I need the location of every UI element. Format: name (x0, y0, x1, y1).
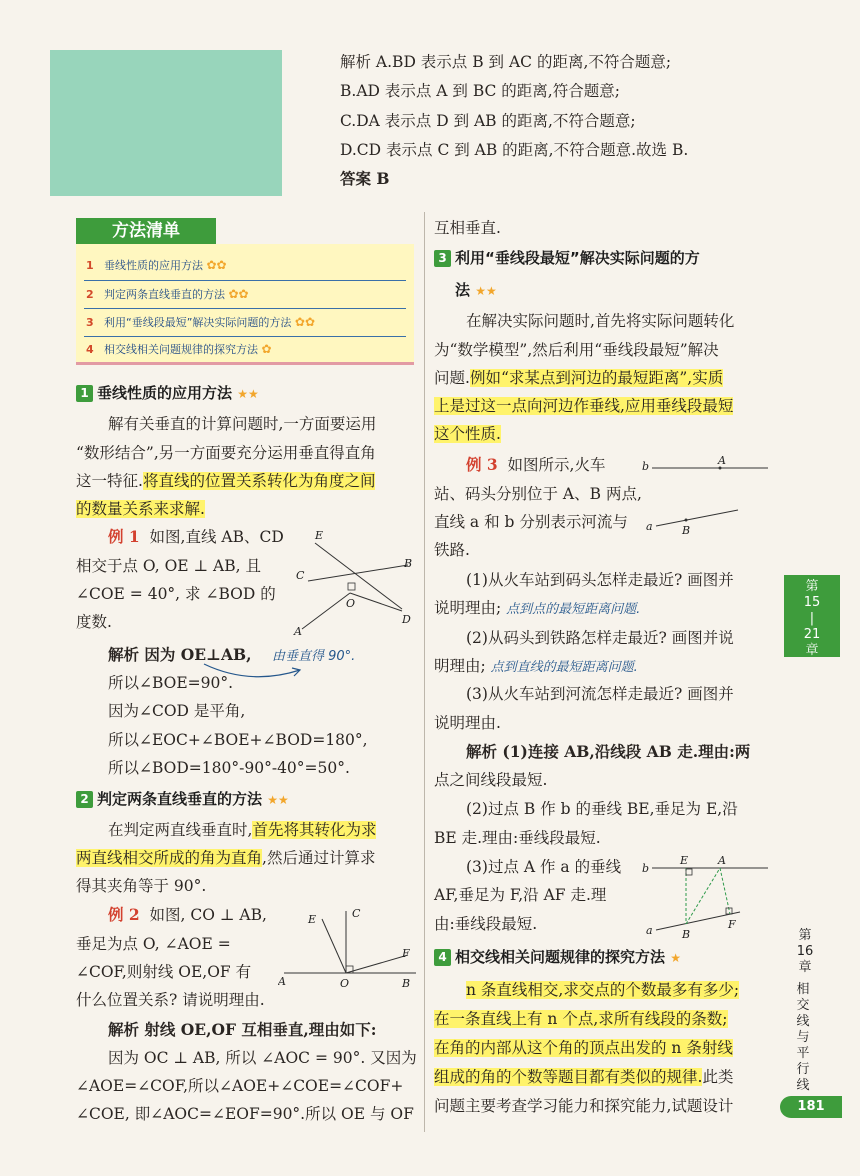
s2-ex3: ∠COF,则射线 OE,OF 有 (76, 963, 252, 981)
method-item-3: 3 利用“垂线段最短”解决实际问题的方法 ✿✿ (86, 315, 316, 329)
s1-a5: 所以∠BOD=180°-90°-40°=50°. (108, 759, 350, 777)
method-item-1: 1 垂线性质的应用方法 ✿✿ (86, 258, 227, 272)
s4-p2: 在一条直线上有 n 个点,求所有线段的条数; (434, 1010, 728, 1028)
label-E: E (308, 913, 317, 926)
s3-a2: 点之间线段最短. (434, 771, 548, 789)
s3-p4: 上是过这一点向河边作垂线,应用垂线段最短 (434, 397, 734, 415)
top-line-4: D.CD 表示点 C 到 AB 的距离,不符合题意.故选 B. (340, 141, 689, 159)
s1-p1: 解有关垂直的计算问题时,一方面要运用 (108, 415, 377, 433)
s3-a6: AF,垂足为 F,沿 AF 走.理 (434, 886, 607, 904)
s2-p2: 两直线相交所成的角为直角,然后通过计算求 (76, 849, 376, 867)
s3-ex4: 铁路. (434, 541, 470, 559)
s3-q1b: 说明理由; 点到点的最短距离问题. (434, 599, 641, 617)
s3-ex1: 例 3 如图所示,火车 (466, 455, 606, 474)
s3-a5: (3)过点 A 作 a 的垂线 (466, 858, 622, 876)
s1-ex4: 度数. (76, 613, 112, 631)
chapter-vertical-title: 相交线与平行线 (796, 982, 810, 1093)
s3-p2: 为“数学模型”,然后利用“垂线段最短”解决 (434, 341, 719, 359)
s2-a3: ∠AOE=∠COF,所以∠AOE+∠COE=∠COF+ (76, 1077, 404, 1095)
section-4-heading: 4 相交线相关问题规律的探究方法 ★ (434, 945, 681, 969)
method-item-4: 4 相交线相关问题规律的探究方法 ✿ (86, 342, 272, 356)
s1-handwritten-note: 由垂直得 90°. (272, 649, 356, 664)
s3-q2b: 明理由; 点到直线的最短距离问题. (434, 657, 638, 675)
label-b: b (642, 460, 650, 473)
page-number: 181 (780, 1096, 842, 1118)
label-E: E (680, 854, 689, 867)
s1-p3: 这一特征.将直线的位置关系转化为角度之间 (76, 472, 376, 490)
s3-q1: (1)从火车站到码头怎样走最近? 画图并 (466, 571, 734, 589)
label-O: O (340, 977, 350, 990)
s2-ex1: 例 2 如图, CO ⊥ AB, (108, 905, 267, 924)
s2-a1: 解析 射线 OE,OF 互相垂直,理由如下: (108, 1020, 377, 1039)
label-O: O (346, 597, 356, 610)
chapter-16-label: 第 16 章 (796, 928, 814, 975)
label-b: b (642, 862, 650, 875)
section-3-heading: 3 利用“垂线段最短”解决实际问题的方 (434, 246, 700, 270)
s3-a7: 由:垂线段最短. (434, 915, 538, 933)
section-3-heading-cont: 法 ★★ (455, 281, 497, 299)
s3-a4: BE 走.理由:垂线段最短. (434, 829, 601, 847)
figure-example-3-answer (640, 852, 772, 938)
method-item-2: 2 判定两条直线垂直的方法 ✿✿ (86, 287, 249, 301)
s4-p1: n 条直线相交,求交点的个数最多有多少; (466, 981, 740, 999)
s3-p3: 问题.例如“求某点到河边的最短距离”,实质 (434, 369, 724, 387)
s4-p5: 问题主要考查学习能力和探究能力,试题设计 (434, 1097, 734, 1115)
section-1-heading: 1 垂线性质的应用方法 ★★ (76, 381, 259, 405)
chapter-range-tab: 第 15 | 21 章 (784, 575, 840, 657)
s1-ex2: 相交于点 O, OE ⊥ AB, 且 (76, 557, 261, 575)
label-C: C (352, 907, 361, 920)
s1-a1: 解析 因为 OE⊥AB, (108, 645, 252, 664)
figure-example-2 (278, 905, 420, 993)
s3-q3b: 说明理由. (434, 714, 501, 732)
label-A: A (718, 854, 726, 867)
s3-ex3: 直线 a 和 b 分别表示河流与 (434, 513, 628, 531)
label-a: a (646, 924, 653, 937)
label-D: D (402, 613, 411, 626)
s2-ex4: 什么位置关系? 请说明理由. (76, 991, 265, 1009)
label-E: E (315, 529, 324, 542)
s1-ex1: 例 1 如图,直线 AB、CD (108, 527, 284, 546)
label-B: B (402, 977, 411, 990)
top-line-2: B.AD 表示点 A 到 BC 的距离,符合题意; (340, 82, 620, 100)
top-line-1: 解析 A.BD 表示点 B 到 AC 的距离,不符合题意; (340, 53, 672, 71)
top-answer: 答案 B (340, 169, 390, 188)
s1-a3: 因为∠COD 是平角, (108, 702, 246, 720)
label-C: C (296, 569, 305, 582)
s1-p4: 的数量关系来求解. (76, 500, 205, 518)
s3-p5: 这个性质. (434, 425, 501, 443)
s1-ex3: ∠COE = 40°, 求 ∠BOD 的 (76, 585, 276, 603)
label-A: A (278, 975, 286, 988)
blurred-image-block (50, 50, 282, 196)
label-A: A (294, 625, 302, 638)
s3-ex2: 站、码头分别位于 A、B 两点, (434, 485, 642, 503)
s2-ex2: 垂足为点 O, ∠AOE = (76, 935, 231, 953)
s3-q3: (3)从火车站到河流怎样走最近? 画图并 (466, 685, 734, 703)
label-F: F (402, 947, 410, 960)
s3-continued: 互相垂直. (434, 219, 501, 237)
s3-p1: 在解决实际问题时,首先将实际问题转化 (466, 312, 735, 330)
s1-p2: “数形结合”,另一方面要充分运用垂直得直角 (76, 444, 376, 462)
s1-a2: 所以∠BOE=90°. (108, 674, 234, 692)
section-2-heading: 2 判定两条直线垂直的方法 ★★ (76, 787, 289, 811)
label-F: F (728, 918, 736, 931)
s2-a2: 因为 OC ⊥ AB, 所以 ∠AOC = 90°. 又因为 (108, 1049, 417, 1067)
figure-example-3 (640, 452, 772, 536)
column-divider (424, 212, 425, 1132)
method-list-box (76, 244, 414, 365)
s1-a4: 所以∠EOC+∠BOE+∠BOD=180°, (108, 731, 368, 749)
s3-q2: (2)从码头到铁路怎样走最近? 画图并说 (466, 629, 734, 647)
method-list-title: 方法清单 (76, 218, 216, 244)
s2-a4: ∠COE, 即∠AOC=∠EOF=90°.所以 OE 与 OF (76, 1105, 414, 1123)
s3-a1: 解析 (1)连接 AB,沿线段 AB 走.理由:两 (466, 742, 751, 761)
figure-example-1 (290, 525, 420, 640)
label-B: B (682, 524, 691, 536)
s3-a3: (2)过点 B 作 b 的垂线 BE,垂足为 E,沿 (466, 800, 738, 818)
label-B: B (404, 557, 413, 570)
s4-p3: 在角的内部从这个角的顶点出发的 n 条射线 (434, 1039, 733, 1057)
top-line-3: C.DA 表示点 D 到 AB 的距离,不符合题意; (340, 112, 636, 130)
s4-p4: 组成的角的个数等题目都有类似的规律.此类 (434, 1068, 734, 1086)
label-A: A (718, 454, 726, 467)
s2-p3: 得其夹角等于 90°. (76, 877, 207, 895)
s2-p1: 在判定两直线垂直时,首先将其转化为求 (108, 821, 377, 839)
label-B: B (682, 928, 691, 938)
label-a: a (646, 520, 653, 533)
